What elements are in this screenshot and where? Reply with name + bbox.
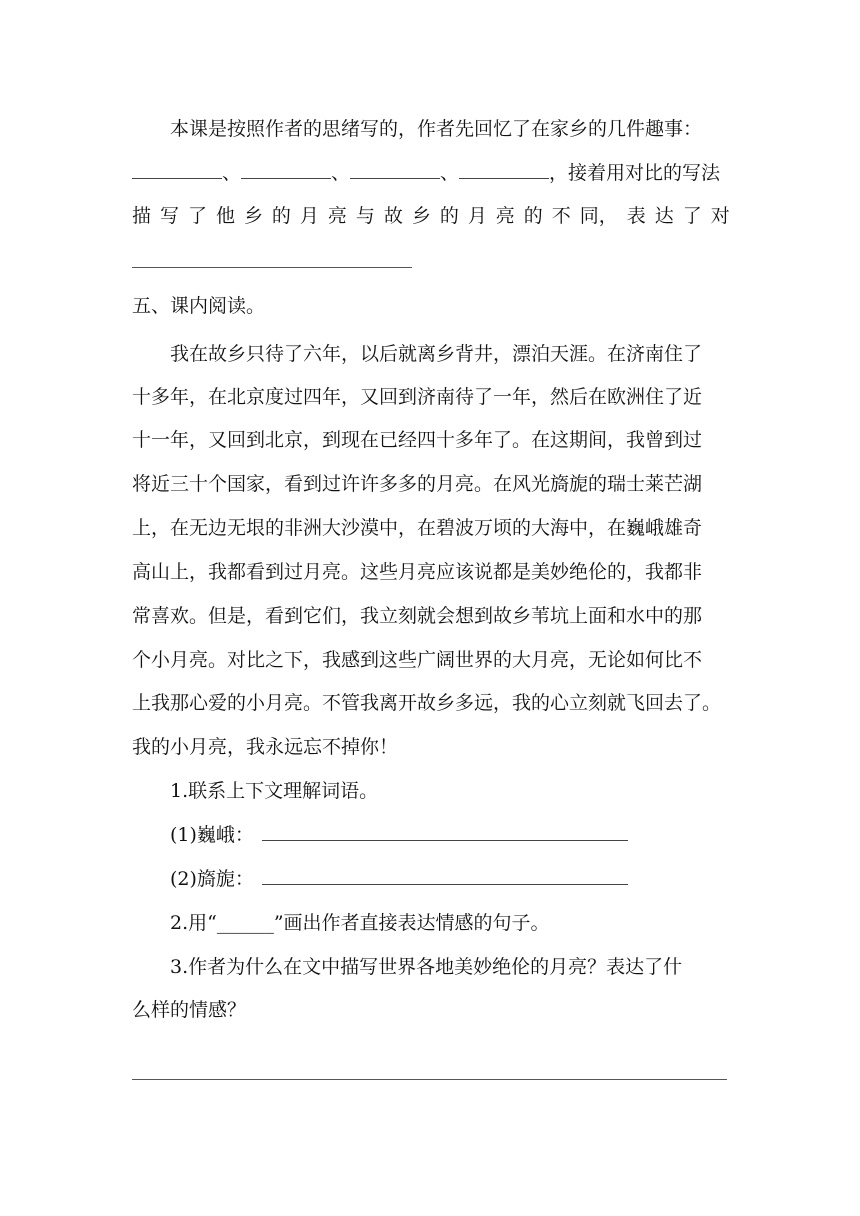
question-1-b bbox=[170, 867, 628, 891]
question-3-line-1: 3.作者为什么在文中描写世界各地美妙绝伦的月亮？表达了什 bbox=[170, 956, 683, 978]
question-1: 1.联系上下文理解词语。 bbox=[170, 780, 379, 802]
answer-line-q3[interactable] bbox=[132, 1079, 727, 1080]
separator: 、 bbox=[331, 162, 351, 184]
passage-line: 上，在无边无垠的非洲大沙漠中，在碧波万顷的大海中，在巍峨雄奇 bbox=[132, 517, 703, 539]
underline-mark-sample: ______ bbox=[216, 912, 274, 934]
question-2: 2.用“______”画出作者直接表达情感的句子。 bbox=[170, 912, 550, 934]
answer-blank-3[interactable] bbox=[350, 177, 440, 179]
passage-line: 高山上，我都看到过月亮。这些月亮应该说都是美妙绝伦的，我都非 bbox=[132, 561, 703, 583]
question-1-b-label: (2)旖旎： bbox=[170, 868, 254, 890]
intro-line-1: 本课是按照作者的思绪写的，作者先回忆了在家乡的几件趣事： bbox=[170, 118, 703, 140]
passage-line: 我的小月亮，我永远忘不掉你！ bbox=[132, 736, 399, 758]
question-1-a-label: (1)巍峨： bbox=[170, 824, 254, 846]
separator: 、 bbox=[440, 162, 460, 184]
answer-line-weie[interactable] bbox=[262, 839, 628, 841]
passage-line: 将近三十个国家，看到过许许多多的月亮。在风光旖旎的瑞士莱芒湖 bbox=[132, 473, 703, 495]
passage-line: 十多年，在北京度过四年，又回到济南待了一年，然后在欧洲住了近 bbox=[132, 386, 703, 408]
passage-line: 十一年，又回到北京，到现在已经四十多年了。在这期间，我曾到过 bbox=[132, 429, 703, 451]
answer-blank-4[interactable] bbox=[459, 177, 549, 179]
answer-line-intro[interactable] bbox=[132, 267, 412, 268]
answer-blank-2[interactable] bbox=[241, 177, 331, 179]
separator: 、 bbox=[222, 162, 242, 184]
answer-line-yini[interactable] bbox=[262, 883, 628, 885]
answer-blank-1[interactable] bbox=[132, 177, 222, 179]
intro-line-2-tail: ，接着用对比的写法 bbox=[549, 162, 721, 184]
section-heading: 五、课内阅读。 bbox=[132, 295, 266, 317]
passage-line: 我在故乡只待了六年，以后就离乡背井，漂泊天涯。在济南住了 bbox=[170, 343, 703, 365]
intro-line-3: 描 写 了 他 乡 的 月 亮 与 故 乡 的 月 亮 的 不 同， 表 达 了 对 bbox=[132, 205, 730, 227]
passage-line: 常喜欢。但是，看到它们，我立刻就会想到故乡苇坑上面和水中的那 bbox=[132, 605, 703, 627]
passage-line: 上我那心爱的小月亮。不管我离开故乡多远，我的心立刻就飞回去了。 bbox=[132, 692, 722, 714]
question-1-a bbox=[170, 823, 628, 847]
question-3-line-2: 么样的情感？ bbox=[132, 999, 247, 1021]
passage-line: 个小月亮。对比之下，我感到这些广阔世界的大月亮，无论如何比不 bbox=[132, 649, 703, 671]
intro-line-2 bbox=[132, 161, 720, 185]
